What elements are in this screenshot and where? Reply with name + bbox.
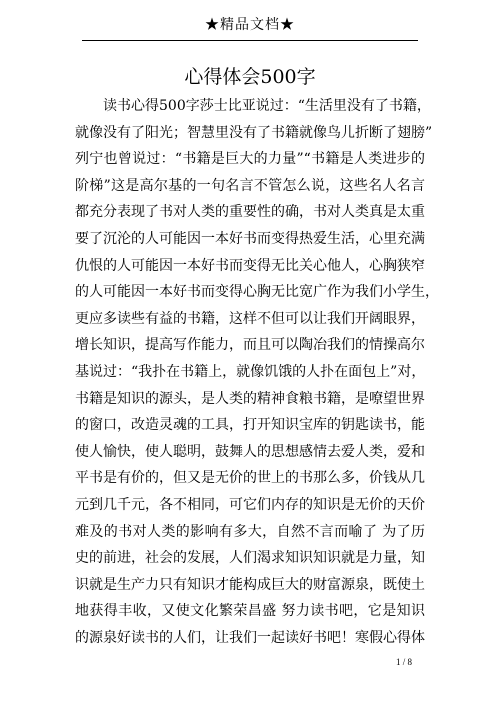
body-line: 元到几千元，各不相同，可它们内存的知识是无价的天价 xyxy=(75,496,425,513)
body-line: 就像没有了阳光；智慧里没有了书籍就像鸟儿折断了翅膀” xyxy=(75,124,433,141)
header-rule xyxy=(82,40,418,41)
body-line: 读书心得500字莎士比亚说过：“生活里没有了书籍， xyxy=(103,98,431,114)
body-line: 史的前进，社会的发展，人们渴求知识知识就是力量，知 xyxy=(75,550,425,567)
body-line: 识就是生产力只有知识才能构成巨大的财富源泉，既使土 xyxy=(75,576,425,593)
body-line: 仇恨的人可能因一本好书而变得无比关心他人，心胸狭窄 xyxy=(75,257,425,274)
body-line: 更应多读些有益的书籍，这样不但可以让我们开阔眼界， xyxy=(75,310,425,327)
body-line: 要了沉沦的人可能因一本好书而变得热爱生活，心里充满 xyxy=(75,230,425,247)
body-line: 基说过：“我扑在书籍上，就像饥饿的人扑在面包上”对， xyxy=(75,363,426,380)
document-body xyxy=(75,93,439,651)
body-line: 增长知识，提高写作能力，而且可以陶冶我们的情操高尔 xyxy=(75,337,425,354)
body-line: 阶梯”这是高尔基的一句名言不管怎么说，这些名人名言 xyxy=(75,177,425,194)
body-line: 地获得丰收，又使文化繁荣昌盛 努力读书吧，它是知识 xyxy=(75,603,425,620)
body-line: 平书是有价的，但又是无价的世上的书那么多，价钱从几 xyxy=(75,470,425,487)
page-header: ★精品文档★ xyxy=(205,17,295,33)
body-line: 列宁也曾说过：“书籍是巨大的力量”“书籍是人类进步的 xyxy=(75,151,425,168)
document-title: 心得体会500字 xyxy=(184,66,316,88)
page-number: 1 / 8 xyxy=(396,657,413,667)
body-line: 都充分表现了书对人类的重要性的确，书对人类真是太重 xyxy=(75,204,425,221)
body-line: 的人可能因一本好书而变得心胸无比宽广作为我们小学生， xyxy=(75,284,439,301)
body-line: 难及的书对人类的影响有多大，自然不言而喻了 为了历 xyxy=(75,523,425,540)
body-line: 使人愉快，使人聪明，鼓舞人的思想感情去爱人类，爱和 xyxy=(75,443,425,460)
body-line: 的窗口，改造灵魂的工具，打开知识宝库的钥匙读书，能 xyxy=(75,417,425,434)
body-line: 书籍是知识的源头，是人类的精神食粮书籍，是嘹望世界 xyxy=(75,390,425,407)
body-line: 的源泉好读书的人们，让我们一起读好书吧！寒假心得体 xyxy=(75,629,425,646)
